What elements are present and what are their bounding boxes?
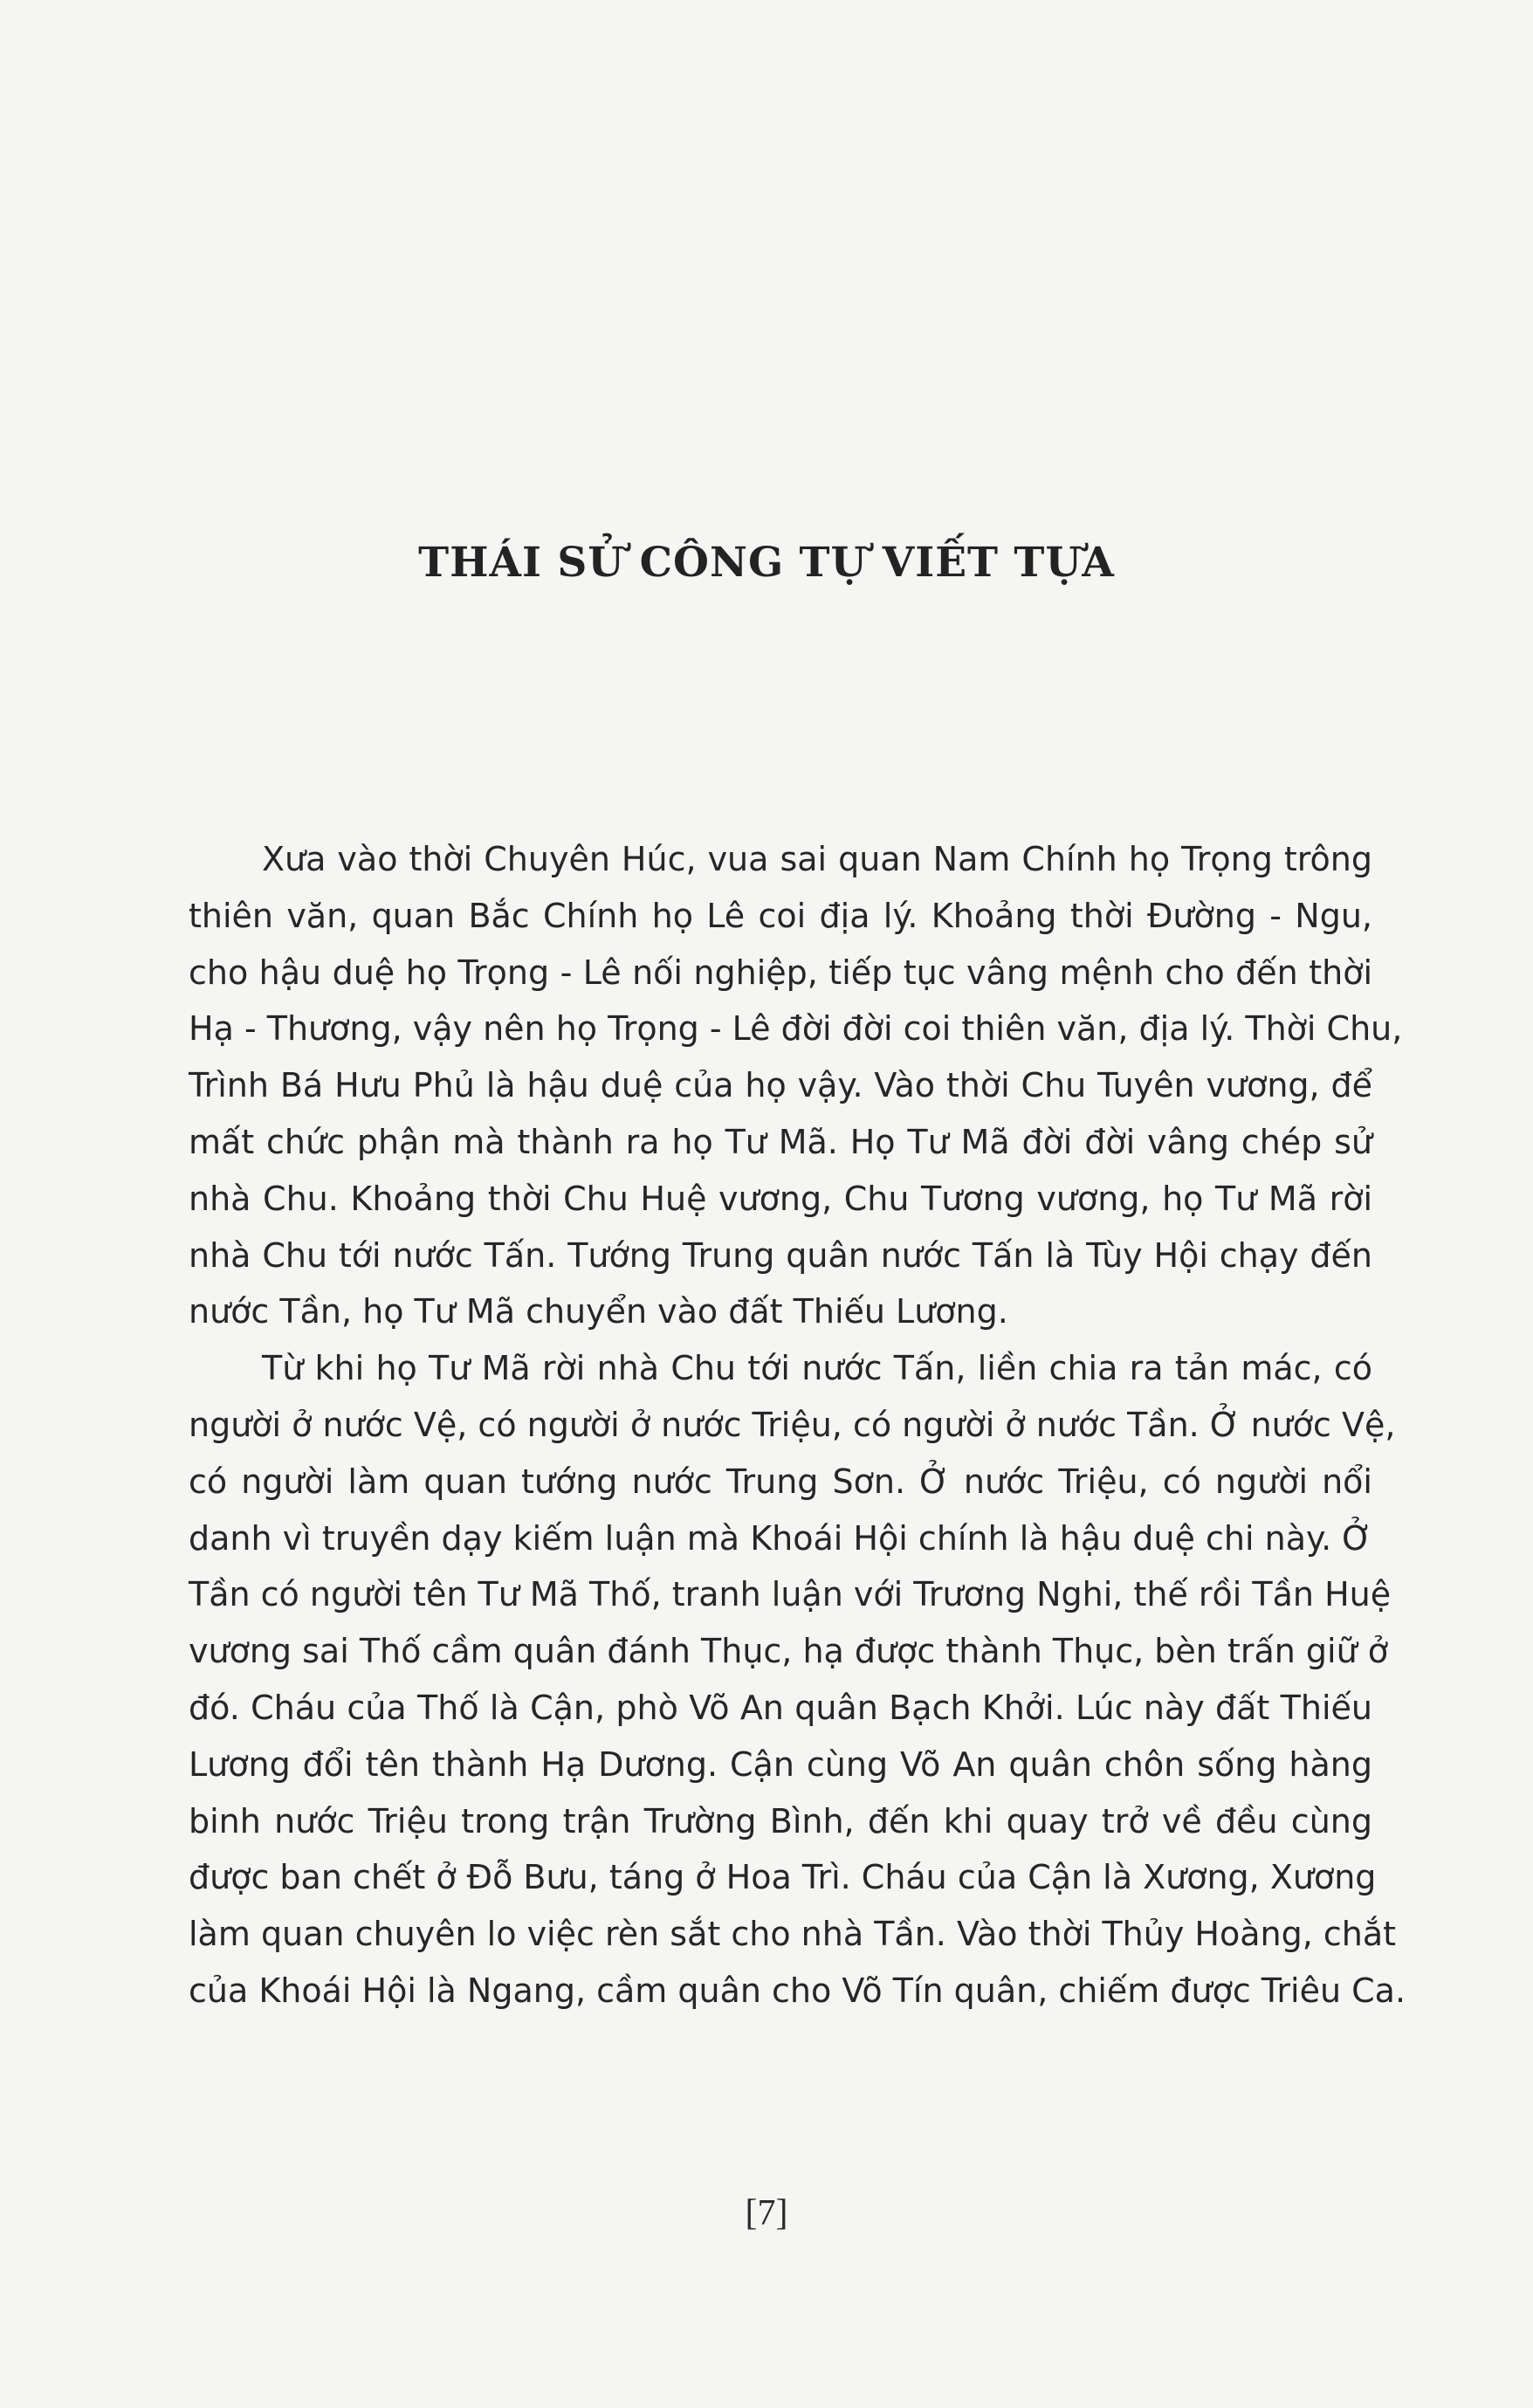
text-line: người ở nước Vệ, có người ở nước Triệu, có người ở nước Tần. Ở nước Vệ,: [189, 1405, 1396, 1444]
text-line: làm quan chuyên lo việc rèn sắt cho nhà Tần. Vào thời Thủy Hoàng, chắt: [189, 1915, 1397, 1954]
text-line: Lương đổi tên thành Hạ Dương. Cận cùng Võ An quân chôn sống hàng: [189, 1744, 1372, 1784]
chapter-title: THÁI SỬ CÔNG TỰ VIẾT TỰA: [418, 539, 1115, 587]
text-line: Tần có người tên Tư Mã Thố, tranh luận với Trương Nghi, thế rồi Tần Huệ: [189, 1575, 1392, 1614]
text-line: nhà Chu tới nước Tấn. Tướng Trung quân nước Tấn là Tùy Hội chạy đến: [189, 1235, 1372, 1275]
text-line: được ban chết ở Đỗ Bưu, táng ở Hoa Trì. Cháu của Cận là Xương, Xương: [189, 1858, 1377, 1897]
text-line: Từ khi họ Tư Mã rời nhà Chu tới nước Tấn, liền chia ra tản mác, có: [262, 1349, 1372, 1388]
text-line: Hạ - Thương, vậy nên họ Trọng - Lê đời đời coi thiên văn, địa lý. Thời Chu,: [189, 1009, 1403, 1049]
text-line: Xưa vào thời Chuyên Húc, vua sai quan Nam Chính họ Trọng trông: [262, 840, 1372, 878]
body-text: [189, 831, 1406, 2019]
text-line: Trình Bá Hưu Phủ là hậu duệ của họ vậy. Vào thời Chu Tuyên vương, để: [189, 1066, 1372, 1105]
text-line: vương sai Thố cầm quân đánh Thục, hạ được thành Thục, bèn trấn giữ ở: [189, 1632, 1389, 1671]
text-line: của Khoái Hội là Ngang, cầm quân cho Võ Tín quân, chiếm được Triêu Ca.: [189, 1971, 1406, 2010]
page-number: [7]: [745, 2193, 788, 2233]
text-line: danh vì truyền dạy kiếm luận mà Khoái Hội chính là hậu duệ chi này. Ở: [189, 1518, 1372, 1558]
text-line: có người làm quan tướng nước Trung Sơn. Ở nước Triệu, có người nổi: [189, 1462, 1372, 1501]
text-line: nhà Chu. Khoảng thời Chu Huệ vương, Chu Tương vương, họ Tư Mã rời: [189, 1179, 1372, 1218]
text-line: cho hậu duệ họ Trọng - Lê nối nghiệp, tiếp tục vâng mệnh cho đến thời: [189, 953, 1372, 992]
text-line: nước Tần, họ Tư Mã chuyển vào đất Thiếu Lương.: [189, 1292, 1008, 1331]
text-line: binh nước Triệu trong trận Trường Bình, đến khi quay trở về đều cùng: [189, 1801, 1372, 1840]
text-line: đó. Cháu của Thố là Cận, phò Võ An quân Bạch Khởi. Lúc này đất Thiếu: [189, 1688, 1372, 1727]
text-line: mất chức phận mà thành ra họ Tư Mã. Họ Tư Mã đời đời vâng chép sử: [189, 1122, 1372, 1161]
text-line: thiên văn, quan Bắc Chính họ Lê coi địa lý. Khoảng thời Đường - Ngu,: [189, 896, 1372, 935]
